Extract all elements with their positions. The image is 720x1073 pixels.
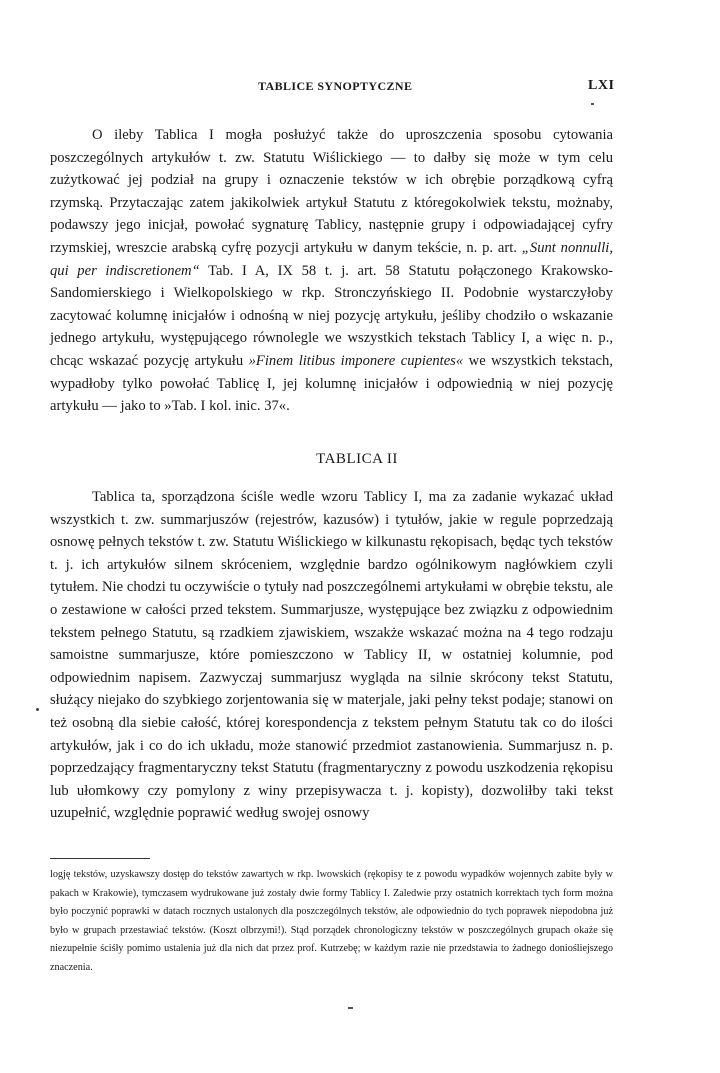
paragraph-1-text-1: O ileby Tablica I mogła posłużyć także do uproszczenia sposobu cytowania poszczególnych artykułów t. zw. Statutu Wiślickiego — to dałby się może w tym celu zużytkować jej podział na grupy i oznaczenie tekstów w ich obrębie porządkową cyfrą rzymską. Przytaczając zatem jakikolwiek artykuł Statutu z któregokolwiek tekstu, możnaby, podawszy jego inicjał, powołać sygnaturę Tablicy, następnie grupy i odpowiadającej cyfry rzymskiej, wreszcie arabską cyfrę pozycji artykułu w danym tekście, n. p. art.: [50, 127, 613, 256]
paragraph-intro: [50, 124, 613, 418]
print-speck-bottom: [348, 1007, 353, 1009]
running-head: [0, 79, 720, 99]
section-heading: [0, 451, 720, 468]
latin-quote-finem-litibus: »Finem litibus imponere cupientes«: [248, 352, 464, 369]
footnote-rule: [50, 858, 150, 859]
paragraph-1-text-3: we wszystkich tekstach, wypadłoby tylko powołać Tablicę I, jej kolumnę inicjałów i odpowiednią w niej pozycję artykułu — jako to »Tab. I kol. inic. 37«.: [50, 352, 613, 415]
paragraph-2: Tablica ta, sporządzona ściśle wedle wzoru Tablicy I, ma za zadanie wykazać układ wszystkich t. zw. summarjuszów (rejestrów, kazusów) i tytułów, jakie w regule poprzedzają osnowę pełnych tekstów t. zw. Statutu Wiślickiego w kilkunastu rękopisach, będąc tych tekstów t. j. ich artykułów silnem skróceniem, względnie bardzo ogólnikowym nagłówkiem czyli tytułem. Nie chodzi tu oczywiście o tytuły nad poszczególnemi artykułami w obrębie tekstu, ale o zestawione w całości przed tekstem. Summarjusze, występujące bez związku z odpowiednim tekstem pełnego Statutu, są rzadkiem zjawiskiem, wszakże wskazać można na 4 tego rodzaju samoistne summarjusze, które pomieszczono w Tablicy II, w ostatniej kolumnie, pod odpowiednim napisem. Zazwyczaj summarjusz wygląda na silnie skrócony tekst Statutu, służący niejako do szybkiego zorjentowania się w materjale, jaki pełny tekst podaje; stanowi on też osobną dla siebie całość, której korespondencja z tekstem pełnym Statutu tak co do ilości artykułów, jak i co do ich układu, może stanowić przedmiot zastanowienia. Summarjusz n. p. poprzedzający fragmentaryczny tekst Statutu (fragmentaryczny z powodu uszkodzenia rękopisu lub ułomkowy czy pomylony z winy przepisywacza t. j. kopisty), dozwoliłby taki tekst uzupełnić, względnie poprawić według swojej osnowy: [50, 489, 613, 822]
paragraph-tablica-ii: [50, 486, 613, 825]
page-number: LXI: [588, 78, 615, 93]
section-heading-text: TABLICA II: [316, 451, 398, 467]
print-speck: [591, 103, 594, 105]
footnote: [50, 866, 613, 978]
running-title: TABLICE SYNOPTYCZNE: [258, 79, 413, 93]
paragraph-1-text-2: Tab. I A, IX 58 t. j. art. 58 Statutu połączonego Krakowsko-Sandomierskiego i Wielkopolskiego w rkp. Stronczyńskiego II. Podobnie wystarczyłoby zacytować kolumnę inicjałów i odnośną w niej pozycję artykułu, jeśliby chodziło o wskazanie jednego artykułu, występującego równolegle we wszystkich tekstach Tablicy I, a więc n. p., chcąc wskazać pozycję artykułu: [50, 262, 613, 369]
margin-mark: [36, 708, 39, 711]
footnote-text: logję tekstów, uzyskawszy dostęp do tekstów zawartych w rkp. lwowskich (rękopisy te z powodu wypadków wojennych zabite były w pakach w Krakowie), tymczasem wydrukowane już zostały dwie formy Tablicy I. Zaledwie przy ostatnich korrektach tych form można było poczynić poprawki w datach rocznych ustalonych dla poszczególnych tekstów, ale odpowiednio do tych poprawek niepodobna już było w grupach przestawiać tekstów. (Koszt olbrzymi!). Stąd porządek chronologiczny tekstów w poszczególnych grupach okaże się niezupełnie ściśły pomimo ustalenia już dla nich dat przez prof. Kutrzebę; w każdym razie nie przedstawia to żadnego doniośliejszego znaczenia.: [50, 869, 613, 973]
paragraph-1: [50, 124, 613, 418]
latin-quote-sunt-nonnulli: „Sunt nonnulli, qui per indiscretionem“: [50, 239, 613, 279]
